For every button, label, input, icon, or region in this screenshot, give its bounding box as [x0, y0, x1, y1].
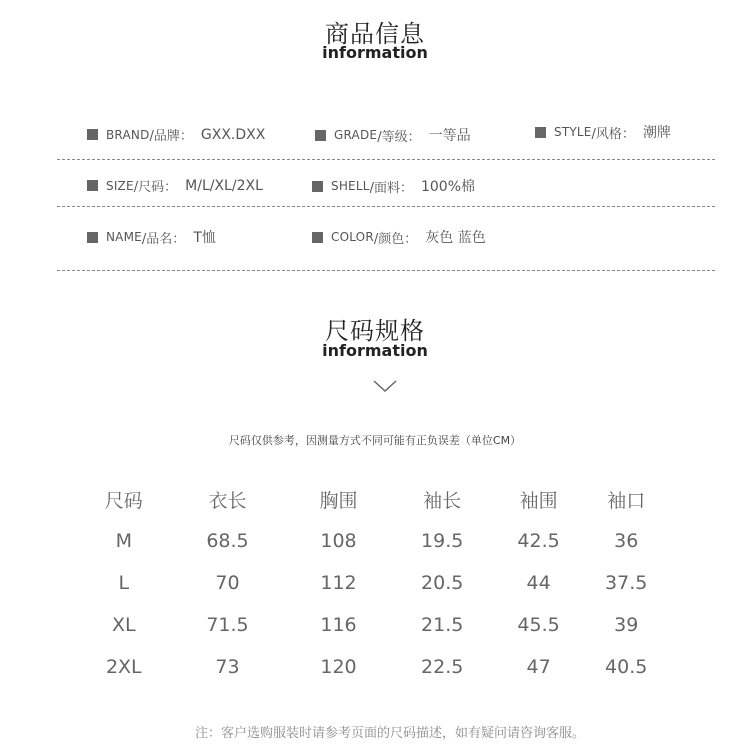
table-cell: 37.5	[605, 572, 648, 594]
divider	[57, 206, 715, 207]
table-cell: 73	[215, 656, 240, 678]
size-table	[80, 478, 670, 688]
info-color-label-cn: /颜色：	[373, 231, 418, 247]
info-brand-label-en: BRAND	[106, 127, 150, 142]
table-cell: 44	[526, 572, 551, 594]
table-header: 衣长	[208, 489, 247, 512]
info-shell	[312, 176, 475, 196]
square-bullet-icon	[312, 232, 323, 243]
table-cell: 47	[526, 656, 551, 678]
info-brand-label-cn: /品牌：	[149, 129, 193, 144]
square-bullet-icon	[87, 232, 98, 243]
table-row	[80, 646, 670, 688]
table-header: 袖口	[607, 489, 646, 512]
table-cell: 45.5	[517, 614, 560, 636]
table-header: 袖围	[519, 489, 558, 512]
info-size-value: M/L/XL/2XL	[185, 177, 263, 194]
table-cell: 116	[320, 614, 357, 636]
table-cell: 112	[320, 572, 357, 594]
square-bullet-icon	[315, 130, 326, 141]
info-name-value: T恤	[193, 230, 216, 246]
table-cell: 19.5	[421, 530, 464, 552]
info-color-value: 灰色 蓝色	[425, 230, 486, 246]
info-name-label-cn: /品名：	[141, 231, 186, 247]
info-grade-value: 一等品	[428, 128, 471, 144]
table-row	[80, 604, 670, 646]
table-cell: 68.5	[206, 530, 249, 552]
divider	[57, 270, 715, 271]
table-header: 尺码	[104, 489, 143, 512]
info-brand-value: GXX.DXX	[200, 126, 266, 143]
section-subtitle-product-info: information	[322, 43, 428, 62]
info-grade-label-cn: /等级：	[377, 129, 421, 145]
info-style	[535, 122, 671, 142]
square-bullet-icon	[87, 180, 98, 191]
section-title-size-spec: 尺码规格	[325, 317, 425, 345]
section-title-product-info: 商品信息	[325, 20, 425, 48]
info-color-label-en: COLOR	[331, 230, 374, 244]
info-grade-label-en: GRADE	[334, 128, 378, 142]
table-cell: 70	[215, 572, 240, 594]
section-subtitle-size-spec: information	[322, 341, 428, 360]
table-cell: 40.5	[605, 656, 648, 678]
info-color	[312, 227, 486, 247]
table-cell: 120	[320, 656, 357, 678]
square-bullet-icon	[87, 129, 98, 140]
table-cell: 108	[320, 530, 357, 552]
footer-note: 注：客户选购服装时请参考页面的尺码描述，如有疑问请咨询客服。	[194, 726, 585, 741]
table-cell: 71.5	[206, 614, 249, 636]
table-cell: 21.5	[421, 614, 464, 636]
info-grade	[315, 125, 471, 145]
info-shell-label-en: SHELL	[331, 179, 370, 193]
table-header: 袖长	[423, 489, 462, 512]
chevron-down-icon	[372, 378, 398, 394]
info-brand	[87, 125, 265, 144]
info-shell-label-cn: /面料：	[369, 180, 413, 196]
table-row	[80, 520, 670, 562]
table-cell: XL	[112, 614, 136, 636]
table-cell: 2XL	[105, 656, 142, 678]
table-cell: M	[115, 530, 133, 552]
info-name	[87, 227, 216, 247]
table-header-row	[80, 478, 670, 520]
info-size	[87, 176, 263, 195]
info-style-label-cn: /风格：	[591, 126, 635, 142]
square-bullet-icon	[312, 181, 323, 192]
info-shell-value: 100%棉	[420, 179, 476, 195]
table-cell: L	[118, 572, 130, 594]
info-style-value: 潮牌	[642, 125, 671, 141]
measurement-note: 尺码仅供参考，因测量方式不同可能有正负误差（单位CM）	[228, 434, 522, 447]
info-size-label-en: SIZE	[106, 178, 134, 193]
table-cell: 39	[614, 614, 639, 636]
table-header: 胸围	[319, 489, 358, 512]
table-cell: 20.5	[421, 572, 464, 594]
info-name-label-en: NAME	[106, 230, 142, 244]
table-cell: 42.5	[517, 530, 560, 552]
table-row	[80, 562, 670, 604]
info-size-label-cn: /尺码：	[133, 180, 178, 195]
table-cell: 22.5	[421, 656, 464, 678]
info-style-label-en: STYLE	[554, 125, 592, 139]
table-cell: 36	[614, 530, 639, 552]
square-bullet-icon	[535, 127, 546, 138]
divider	[57, 159, 715, 160]
